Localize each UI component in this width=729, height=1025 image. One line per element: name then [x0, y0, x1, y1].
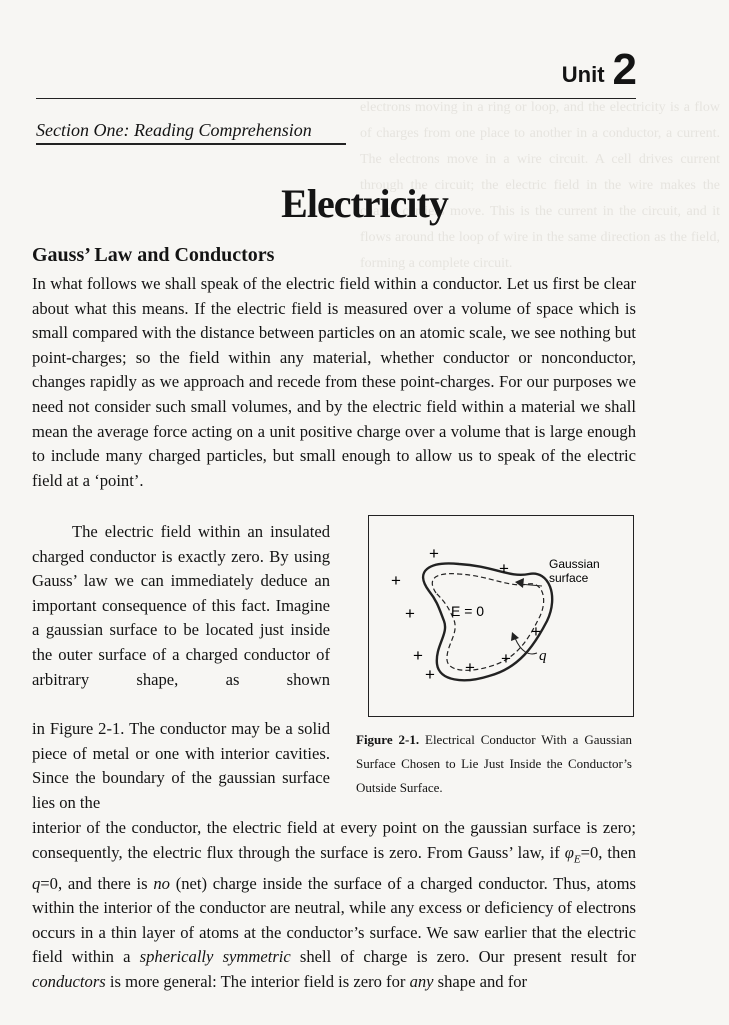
figure-caption — [356, 728, 632, 800]
plus-sign: + — [413, 646, 423, 665]
gaussian-label: Gaussian — [549, 557, 600, 571]
plus-sign: + — [429, 544, 439, 563]
paragraph-2-part-2: in Figure 2-1. The conductor may be a solid piece of metal or one with interior cavities. Since the boundary of the gaussian surface lies on the — [32, 719, 330, 812]
field-label: E = 0 — [451, 603, 485, 619]
caption-text: Electrical Conductor With a Gaussian Surface Chosen to Lie Just Inside the Conductor’s Outside Surface. — [356, 732, 632, 795]
conductors-emphasis: conductors — [32, 971, 106, 991]
plus-sign: + — [405, 604, 415, 623]
paragraph-3-text-2: =0, then — [580, 842, 636, 862]
caption-label: Figure 2-1. — [356, 732, 420, 747]
section-heading: Gauss’ Law and Conductors — [32, 244, 275, 266]
q-symbol: q — [32, 873, 41, 893]
surface-label: surface — [549, 571, 589, 585]
bleed-through-text: electrons moving in a ring or loop, and the electricity is a flow of charges from one place to another in a conductor, a current. The electrons move in a wire circuit. A cell drives current through the circuit; the electric field in the wire makes the charge carriers move. This is the current in the circuit, and it flows around the loop of wire in the same direction as the field, forming a complete circuit. — [360, 100, 720, 271]
arrow-curve-head — [511, 632, 519, 641]
plus-sign: + — [531, 622, 541, 641]
paragraph-2-part-1: The electric field within an insulated charged conductor is exactly zero. By using Gauss’ law we can immediately deduce an important consequence of this fact. Imagine a gaussian surface to be located just inside the outer surface of a charged conductor of arbitrary shape, as shown — [32, 522, 330, 689]
conductor-diagram — [369, 516, 633, 716]
charge-q-label: q — [539, 648, 547, 664]
section-label: Section One: Reading Comprehension — [36, 120, 312, 140]
figure-2-1 — [368, 515, 634, 717]
page-title: Electricity — [281, 181, 448, 226]
paragraph-3-text-7: shape and for — [433, 971, 528, 991]
plus-sign: + — [501, 649, 511, 668]
plus-sign: + — [425, 665, 435, 684]
section-rule — [36, 143, 346, 145]
paragraph-3 — [32, 816, 636, 994]
paragraph-1: In what follows we shall speak of the electric field within a conductor. Let us first be clear about what this means. If the electric field is measured over a volume of space which is small compared with the distance between particles on an atomic scale, we see nothing but point-charges; so the field within any material, whether conductor or nonconductor, changes rapidly as we approach and recede from these point-charges. For our purposes we need not consider such small volumes, and by the electric field within a material we shall mean the average force acting on a unit positive charge over a volume that is large enough to include many charged particles, but small enough to allow us to speak of the electric field at a ‘point’. — [32, 274, 636, 490]
no-emphasis: no — [153, 873, 170, 893]
plus-sign: + — [465, 658, 475, 677]
paragraph-3-text-1: interior of the conductor, the electric field at every point on the gaussian surface is zero; consequently, the electric flux through the surface is zero. From Gauss’ law, if — [32, 818, 636, 862]
pointer-arrowhead — [515, 578, 524, 588]
plus-sign: + — [499, 559, 509, 578]
unit-number: 2 — [612, 45, 637, 94]
phi-symbol: φ — [564, 842, 574, 862]
phi-subscript: E — [573, 852, 581, 865]
paragraph-3-text-6: is more general: The interior field is zero for — [105, 971, 410, 991]
unit-header — [561, 45, 637, 94]
any-emphasis: any — [409, 971, 434, 991]
paragraph-3-text-3: =0, and there is — [40, 873, 154, 893]
gaussian-surface — [432, 574, 543, 671]
unit-label: Unit — [561, 62, 605, 87]
paragraph-3-text-4: (net) charge inside the surface of a charged conductor. Thus, atoms within the interior of the conductor are neutral, while any excess or deficiency of electrons occurs in a thin layer of atoms at the conductor’s surface. We saw earlier that the electric field within a — [32, 873, 637, 967]
header-rule — [36, 98, 636, 99]
paragraph-3-text-5: shell of charge is zero. Our present result for — [290, 947, 636, 967]
plus-sign: + — [391, 571, 401, 590]
spherically-symmetric-emphasis: spherically symmetric — [139, 947, 291, 967]
